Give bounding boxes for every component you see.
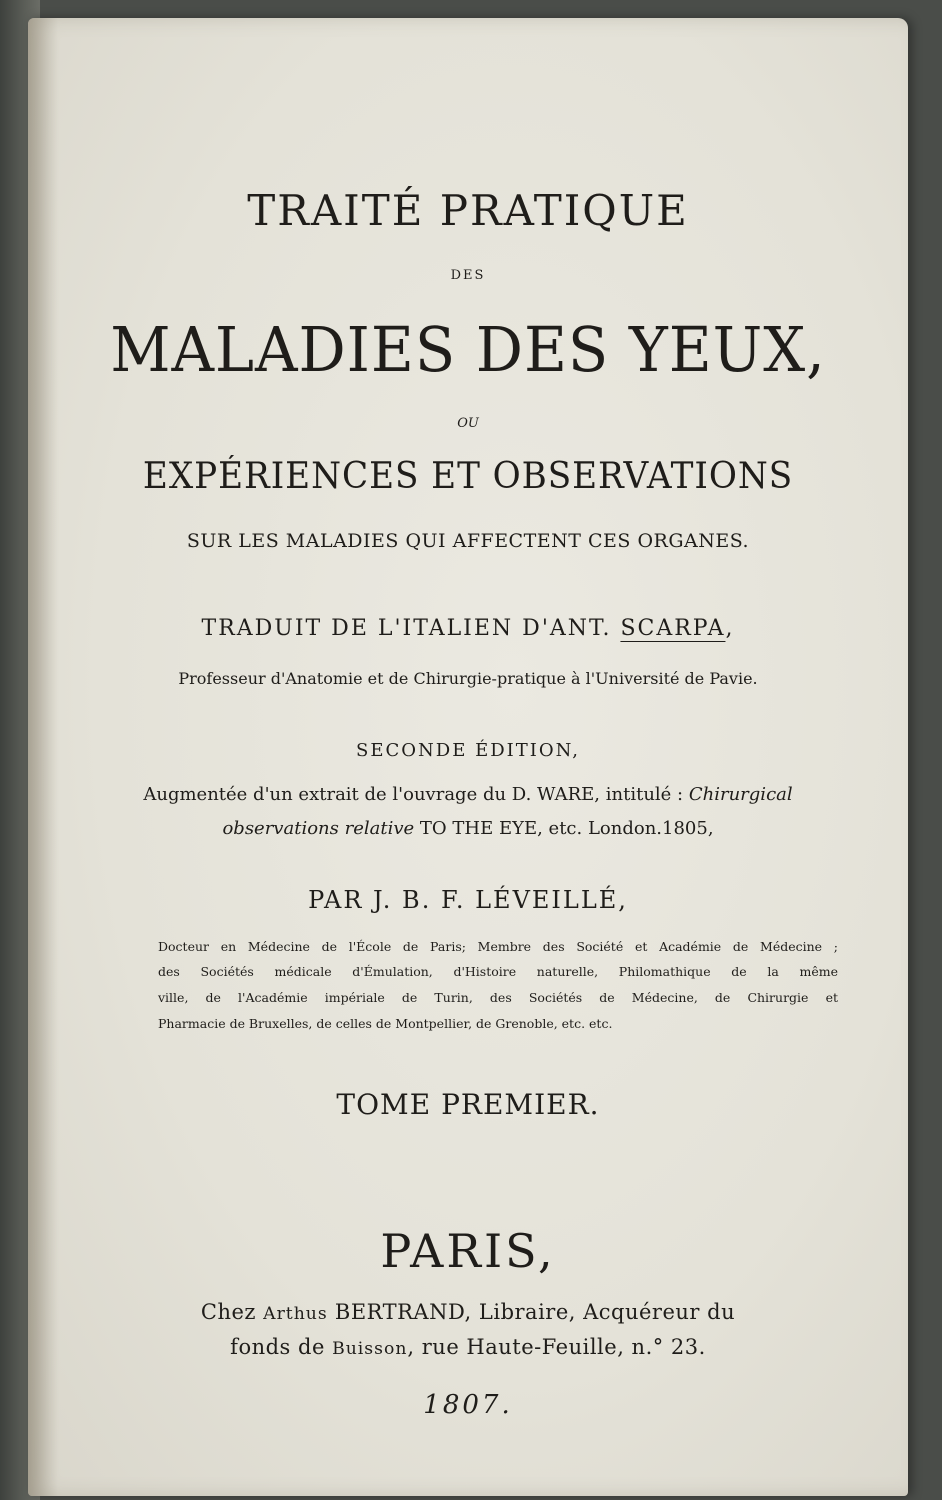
credentials-line: des Sociétés médicale d'Émulation, d'Histoire naturelle, Philomathique de la même xyxy=(158,964,838,979)
title-connector-des: DES xyxy=(450,268,486,283)
augmented-line-2-italic: observations relative xyxy=(222,818,415,839)
title-line-2: MALADIES DES YEUX, xyxy=(110,313,826,386)
augmented-line-2 xyxy=(28,818,908,839)
augmented-line-1 xyxy=(28,784,908,805)
publisher-predecessor: Buisson xyxy=(332,1339,408,1359)
translator-suffix: , xyxy=(725,616,735,641)
title-connector-ou: OU xyxy=(457,416,479,431)
publisher-fonds: fonds de xyxy=(230,1335,325,1359)
title-page xyxy=(28,18,908,1496)
credentials-line: Pharmacie de Bruxelles, de celles de Montpellier, de Grenoble, etc. etc. xyxy=(158,1016,613,1031)
translator-prefix: TRADUIT DE L'ITALIEN D'ANT. xyxy=(201,616,612,641)
publisher-name: BERTRAND, Libraire, Acquéreur du xyxy=(334,1300,736,1324)
augmented-line-1-text: Augmentée d'un extrait de l'ouvrage du D. WARE, intitulé : xyxy=(143,784,684,805)
publication-city: PARIS, xyxy=(380,1224,556,1278)
edition-label: SECONDE ÉDITION, xyxy=(356,740,580,761)
publisher-line-2 xyxy=(28,1335,908,1359)
augmented-line-2-text: TO THE EYE, etc. London.1805, xyxy=(419,818,714,839)
volume-label: TOME PREMIER. xyxy=(336,1088,600,1121)
credentials-line: Docteur en Médecine de l'École de Paris; Membre des Société et Académie de Médecine ; xyxy=(158,939,838,954)
credentials-line: ville, de l'Académie impériale de Turin, des Sociétés de Médecine, de Chirurgie et xyxy=(158,990,838,1005)
subtitle-line-2: SUR LES MALADIES QUI AFFECTENT CES ORGANES. xyxy=(186,530,750,552)
translator-line xyxy=(28,616,908,641)
augmented-line-1-italic: Chirurgical xyxy=(688,784,793,805)
publisher-first-name: Arthus xyxy=(263,1304,328,1324)
publisher-address: , rue Haute-Feuille, n.° 23. xyxy=(407,1335,706,1359)
publication-year: 1807. xyxy=(423,1390,513,1420)
subtitle-line-1: EXPÉRIENCES ET OBSERVATIONS xyxy=(142,456,794,497)
by-line: PAR J. B. F. LÉVEILLÉ, xyxy=(308,886,628,914)
author-name: SCARPA xyxy=(620,616,726,641)
publisher-line-1 xyxy=(28,1300,908,1324)
title-line-1: TRAITÉ PRATIQUE xyxy=(247,186,689,235)
author-role: Professeur d'Anatomie et de Chirurgie-pratique à l'Université de Pavie. xyxy=(178,669,758,688)
publisher-chez: Chez xyxy=(200,1300,256,1324)
